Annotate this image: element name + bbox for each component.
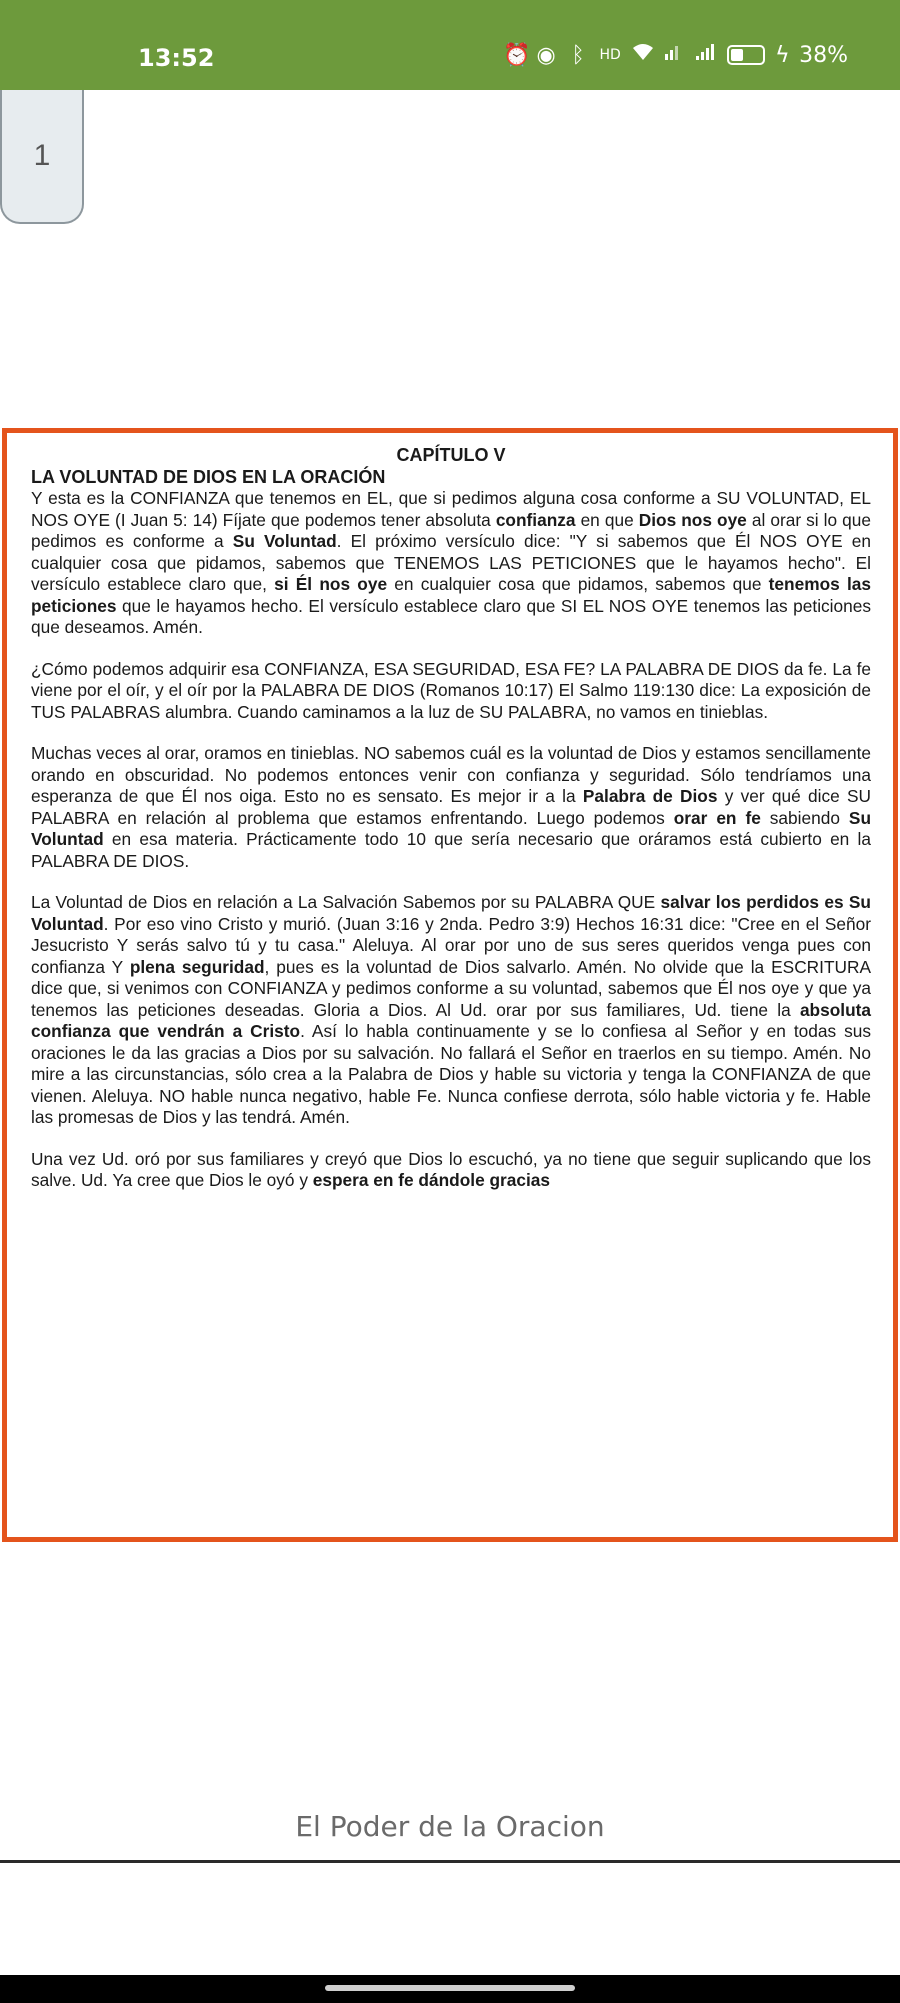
status-bar [0, 0, 900, 90]
charging-bolt-icon: ϟ [775, 42, 790, 68]
chapter-frame [2, 428, 898, 1542]
chapter-title: CAPÍTULO V [396, 445, 506, 465]
status-icons [503, 42, 848, 68]
paragraph-4: La Voluntad de Dios en relación a La Salvación Sabemos por su PALABRA QUE salvar los perdidos es Su Voluntad. Por eso vino Cristo y murió. (Juan 3:16 y 2nda. Pedro 3:9) Hechos 16:31 dice: "Cree en el Señor Jesucristo Y serás salvo tú y tu casa." Aleluya. Al orar por uno de sus seres queridos venga pues con confianza Y plena seguridad, pues es la voluntad de Dios salvarlo. Amén. No olvide que la ESCRITURA dice que, si venimos con CONFIANZA y pedimos conforme a su voluntad, sabemos que Él nos oye y que ya tenemos las peticiones deseadas. Gloria a Dios. Al Ud. orar por sus familiares, Ud. tiene la absoluta confianza que vendrán a Cristo. Así lo habla continuamente y se lo confiesa al Señor y en todas sus oraciones le da las gracias a Dios por su salvación. No fallará el Señor en traerlos en su tiempo. Amén. No mire a las circunstancias, sólo crea a la Palabra de Dios y hable su victoria y tenga la CONFIANZA de que vienen. Aleluya. NO hable nunca negativo, hable Fe. Nunca confiese derrota, sólo hable victoria y fe. Hable las promesas de Dios y las tendrá. Amén. [31, 892, 871, 1127]
alarm-icon: ⏰ [503, 42, 531, 68]
page-number: 1 [33, 139, 51, 172]
cell-signal-icon [695, 42, 717, 68]
hd-signal-icon: HD [599, 47, 621, 63]
paragraph-3: Muchas veces al orar, oramos en tinieblas. NO sabemos cuál es la voluntad de Dios y estamos sencillamente orando en obscuridad. No podemos entonces venir con confianza y seguridad. Sólo tendríamos una esperanza de que Él nos oiga. Esto no es sensato. Es mejor ir a la Palabra de Dios y ver qué dice SU PALABRA en relación al problema que estamos enfrentando. Luego podemos orar en fe sabiendo Su Voluntad en esa materia. Prácticamente todo 10 que sería necesario que oráramos está cubierto en la PALABRA DE DIOS. [31, 743, 872, 871]
chapter-subtitle: LA VOLUNTAD DE DIOS EN LA ORACIÓN [31, 466, 386, 487]
bluetooth-icon: ᛒ [571, 42, 585, 68]
paragraph-2: ¿Cómo podemos adquirir esa CONFIANZA, ESA SEGURIDAD, ESA FE? LA PALABRA DE DIOS da fe. La fe viene por el oír, y el oír por la PALABRA DE DIOS (Romanos 10:17) El Salmo 119:130 dice: La exposición de TUS PALABRAS alumbra. Cuando caminamos a la luz de SU PALABRA, no vamos en tinieblas. [31, 658, 871, 722]
paragraph-1: Y esta es la CONFIANZA que tenemos en EL, que si pedimos alguna cosa conforme a SU VOLUNTAD, EL NOS OYE (I Juan 5: 14) Fíjate que podemos tener absoluta confianza en que Dios nos oye al orar si lo que pedimos es conforme a Su Voluntad. El próximo versículo dice: "Y si sabemos que Él NOS OYE en cualquier cosa que pidamos, sabemos que TENEMOS LAS PETICIONES que le hayamos hecho". El versículo establece claro que, si Él nos oye en cualquier cosa que pidamos, sabemos que tenemos las peticiones que le hayamos hecho. El versículo establece claro que SI EL NOS OYE tenemos las peticiones que deseamos. Amén. [31, 488, 872, 637]
navigation-bar [0, 1975, 900, 2003]
battery-percent: 38% [799, 42, 848, 68]
home-indicator[interactable] [325, 1985, 575, 1991]
footer-divider [0, 1860, 900, 1863]
paragraph-5: Una vez Ud. oró por sus familiares y creyó que Dios lo escuchó, ya no tiene que seguir suplicando que los salve. Ud. Ya cree que Dios le oyó y espera en fe dándole gracias [31, 1148, 871, 1190]
page-number-tab[interactable] [0, 90, 84, 224]
book-title: El Poder de la Oracion [295, 1810, 605, 1843]
battery-icon [727, 45, 765, 65]
wifi-icon [631, 42, 653, 68]
data-signal-icon [663, 42, 685, 68]
do-not-disturb-icon: ◉ [536, 42, 556, 68]
status-time: 13:52 [138, 44, 215, 72]
